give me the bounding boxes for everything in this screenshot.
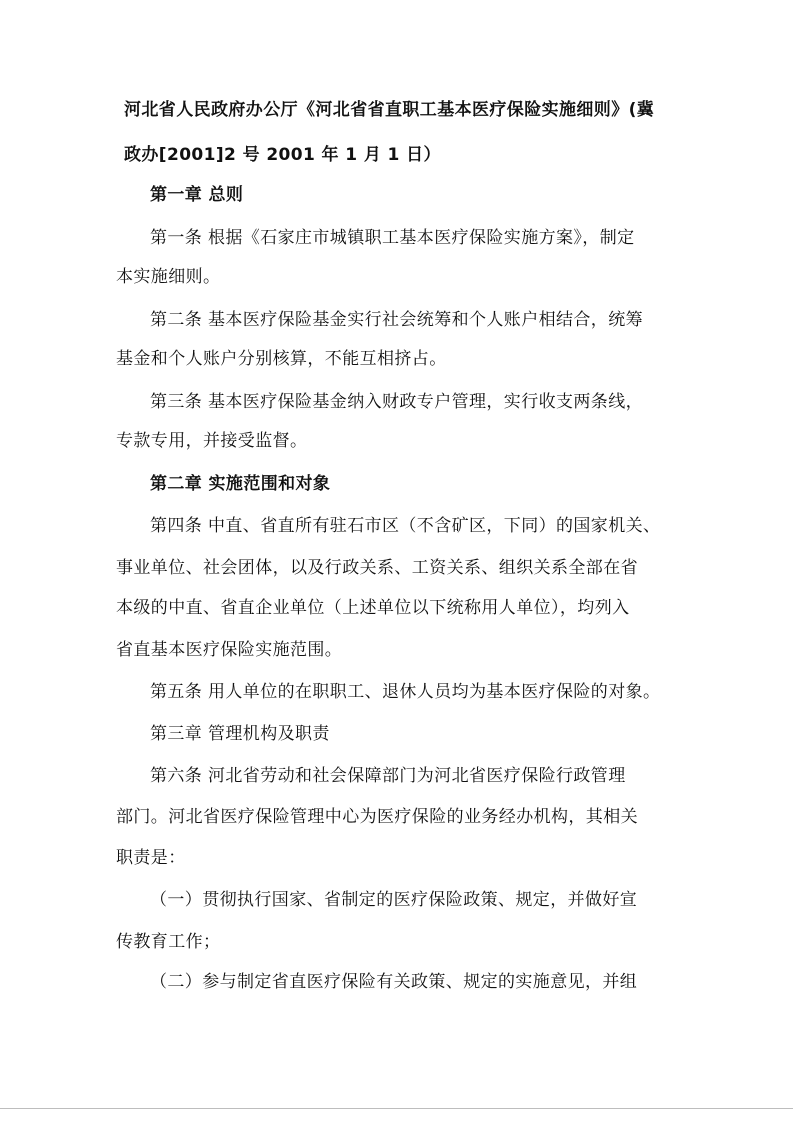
article-4-line-1: 第四条 中直、省直所有驻石市区（不含矿区，下同）的国家机关、 — [150, 516, 661, 536]
list-item-1-line-2: 传教育工作； — [116, 932, 221, 952]
article-5-line-1: 第五条 用人单位的在职职工、退休人员均为基本医疗保险的对象。 — [150, 682, 661, 702]
article-4-line-3: 本级的中直、省直企业单位（上述单位以下统称用人单位），均列入 — [116, 598, 630, 618]
document-title-line-1: 河北省人民政府办公厅《河北省省直职工基本医疗保险实施细则》(冀 — [124, 100, 655, 120]
article-3-line-2: 专款专用，并接受监督。 — [116, 431, 308, 451]
article-4-line-2: 事业单位、社会团体，以及行政关系、工资关系、组织关系全部在省 — [116, 558, 638, 578]
article-3-line-1: 第三条 基本医疗保险基金纳入财政专户管理，实行收支两条线， — [150, 392, 644, 412]
article-1-line-1: 第一条 根据《石家庄市城镇职工基本医疗保险实施方案》，制定 — [150, 228, 635, 248]
page-bottom-divider — [0, 1108, 793, 1109]
article-6-line-3: 职责是： — [116, 848, 186, 868]
article-2-line-1: 第二条 基本医疗保险基金实行社会统筹和个人账户相结合，统筹 — [150, 310, 644, 330]
article-2-line-2: 基金和个人账户分别核算，不能互相挤占。 — [116, 349, 447, 369]
list-item-2-line-1: （二）参与制定省直医疗保险有关政策、规定的实施意见，并组 — [150, 972, 638, 992]
article-6-line-2: 部门。河北省医疗保险管理中心为医疗保险的业务经办机构，其相关 — [116, 807, 638, 827]
chapter-1-heading: 第一章 总则 — [150, 185, 244, 205]
article-6-line-1: 第六条 河北省劳动和社会保障部门为河北省医疗保险行政管理 — [150, 766, 626, 786]
list-item-1-line-1: （一）贯彻执行国家、省制定的医疗保险政策、规定，并做好宣 — [150, 890, 638, 910]
article-4-line-4: 省直基本医疗保险实施范围。 — [116, 640, 343, 660]
chapter-2-heading: 第二章 实施范围和对象 — [150, 474, 331, 494]
document-title-line-2: 政办[2001]2 号 2001 年 1 月 1 日） — [124, 145, 441, 165]
chapter-3-heading: 第三章 管理机构及职责 — [150, 724, 330, 744]
article-1-line-2: 本实施细则。 — [116, 267, 221, 287]
